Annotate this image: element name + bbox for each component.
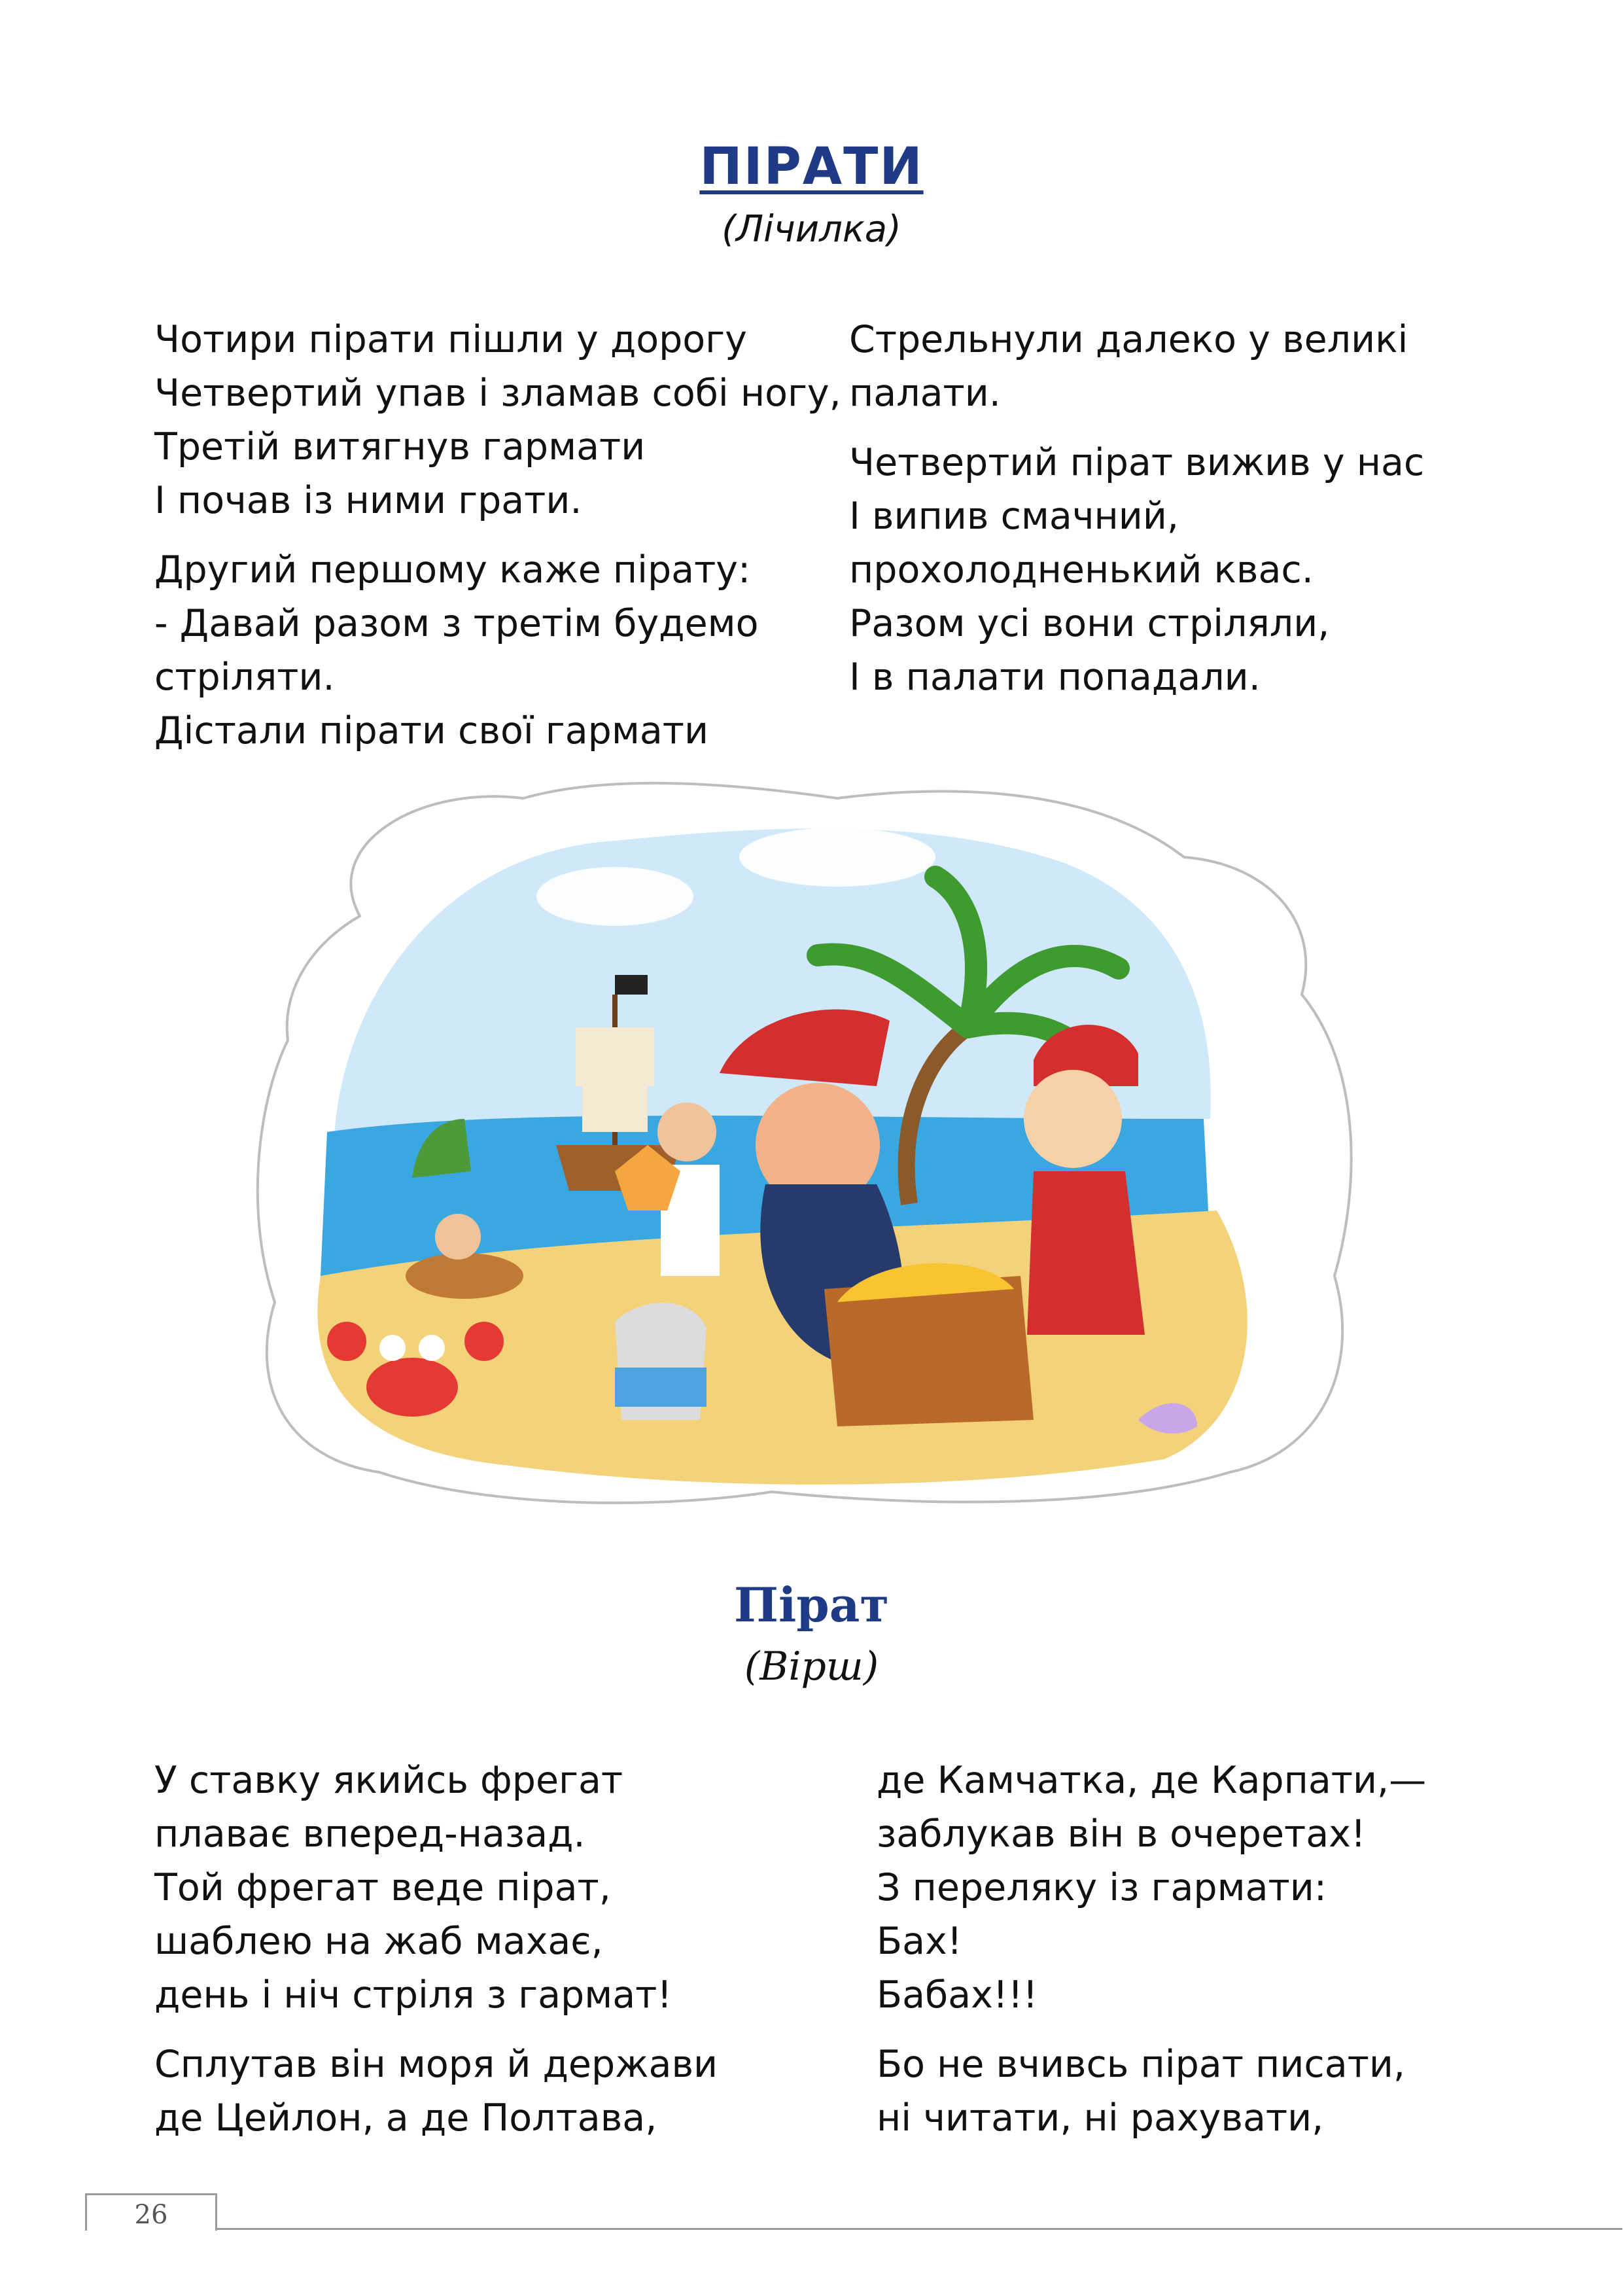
verse-line: шаблею на жаб махає, xyxy=(154,1920,603,1963)
verse-line: І в палати попадали. xyxy=(849,656,1261,699)
verse-line: Бо не вчивсь пірат писати, xyxy=(877,2043,1405,2086)
verse-line: І випив смачний, xyxy=(849,495,1179,538)
verse-line: Бах! xyxy=(877,1920,962,1963)
verse-line: Дістали пірати свої гармати xyxy=(154,709,709,752)
verse-line: Той фрегат веде пірат, xyxy=(154,1866,611,1909)
stanza xyxy=(849,313,1424,420)
page-number: 26 xyxy=(85,2193,217,2231)
poem2-right-column xyxy=(877,1754,1426,2161)
verse-line: Бабах!!! xyxy=(877,1973,1038,2017)
poem2-left-column xyxy=(154,1754,718,2161)
verse-line: У ставку якийсь фрегат xyxy=(154,1759,623,1802)
stanza xyxy=(849,436,1424,704)
poem-subtitle: (Вірш) xyxy=(744,1644,879,1689)
poem-subtitle: (Лічилка) xyxy=(722,208,901,251)
verse-line: стріляти. xyxy=(154,656,335,699)
verse-line: заблукав він в очеретах! xyxy=(877,1812,1366,1856)
stanza xyxy=(154,313,841,527)
verse-line: Другий першому каже пірату: xyxy=(154,548,751,592)
verse-line: де Цейлон, а де Полтава, xyxy=(154,2096,657,2140)
verse-line: ні читати, ні рахувати, xyxy=(877,2096,1324,2140)
verse-line: Третій витягнув гармати xyxy=(154,425,646,468)
verse-line: - Давай разом з третім будемо xyxy=(154,602,759,645)
verse-line: Чотири пірати пішли у дорогу xyxy=(154,318,747,361)
footer-rule xyxy=(85,2228,1622,2230)
pirates-beach-illustration xyxy=(249,779,1374,1518)
poem1-right-column xyxy=(849,313,1424,720)
verse-line: Четвертий пірат вижив у нас xyxy=(849,441,1425,484)
poem-title: Пірат xyxy=(734,1577,889,1633)
verse-line: З переляку із гармати: xyxy=(877,1866,1327,1909)
verse-line: де Камчатка, де Карпати,— xyxy=(877,1759,1427,1802)
verse-line: палати. xyxy=(849,372,1001,415)
verse-line: Сплутав він моря й держави xyxy=(154,2043,718,2086)
verse-line: день і ніч стріля з гармат! xyxy=(154,1973,672,2017)
verse-line: Разом усі вони стріляли, xyxy=(849,602,1330,645)
poem-title: ПІРАТИ xyxy=(699,137,924,196)
verse-line: прохолодненький квас. xyxy=(849,548,1314,592)
stanza xyxy=(877,2038,1426,2145)
stanza xyxy=(154,2038,718,2145)
verse-line: І почав із ними грати. xyxy=(154,479,582,522)
stanza xyxy=(877,1754,1426,2022)
stanza xyxy=(154,543,841,758)
verse-line: Стрельнули далеко у великі xyxy=(849,318,1408,361)
poem1-left-column xyxy=(154,313,841,773)
verse-line: плаває вперед-назад. xyxy=(154,1812,585,1856)
verse-line: Четвертий упав і зламав собі ногу, xyxy=(154,372,841,415)
stanza xyxy=(154,1754,718,2022)
